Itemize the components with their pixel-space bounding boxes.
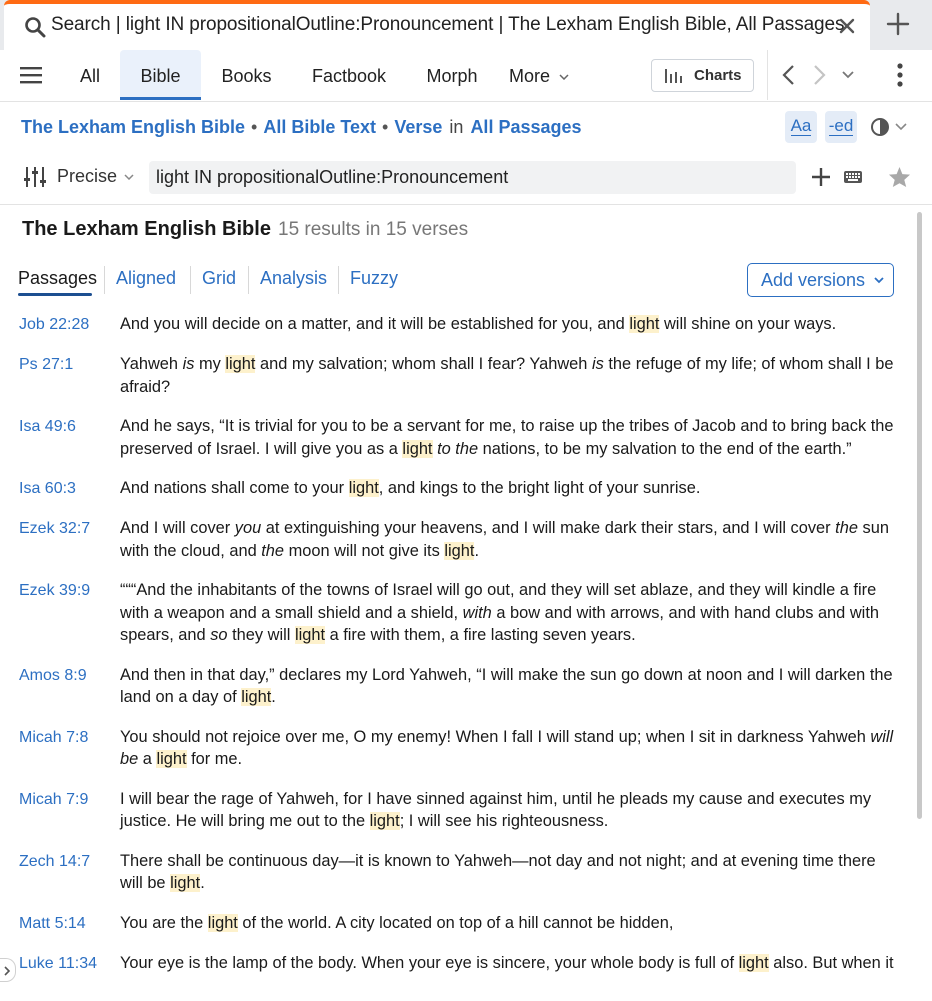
toolbar-divider <box>767 50 768 100</box>
tab-bible[interactable]: Bible <box>120 50 201 100</box>
chevron-down-icon <box>124 174 134 180</box>
verse-row <box>0 788 912 850</box>
view-tab-passages[interactable]: Passages <box>18 268 98 288</box>
breadcrumb-range[interactable]: All Passages <box>470 117 582 137</box>
breadcrumb-resource[interactable]: The Lexham English Bible <box>21 117 246 137</box>
sliders-icon <box>24 167 46 187</box>
hamburger-menu-icon[interactable] <box>20 65 42 85</box>
verse-reference-link[interactable]: Isa 60:3 <box>19 480 76 497</box>
search-toolbar <box>0 50 932 102</box>
verse-row <box>0 579 912 664</box>
view-tab-separator <box>104 266 105 294</box>
verse-row <box>0 477 912 517</box>
verse-reference-link[interactable]: Zech 14:7 <box>19 852 91 870</box>
font-size-label: Aa <box>790 116 812 135</box>
bar-chart-icon <box>665 69 683 83</box>
breadcrumb-unit[interactable]: Verse <box>394 117 443 137</box>
supplied-word: you <box>234 519 262 537</box>
verse-row <box>0 912 912 952</box>
verse-reference-link[interactable]: Ezek 39:9 <box>19 582 91 599</box>
tab-title: Search | light IN propositionalOutline:Pronouncement | The Lexham English Bible, All Passages <box>51 14 845 35</box>
breadcrumb-separator: • <box>382 117 389 137</box>
more-label: More <box>508 66 550 86</box>
supplied-word: the <box>261 541 285 560</box>
verse-reference-link[interactable]: Job 22:28 <box>19 316 90 333</box>
search-mode-label: Precise <box>57 166 118 186</box>
tab-morph[interactable]: Morph <box>426 66 478 86</box>
charts-label: Charts <box>694 67 742 84</box>
history-chevron-icon[interactable] <box>841 70 855 80</box>
search-hit-highlight[interactable]: light <box>402 439 433 458</box>
view-tab-separator <box>248 266 249 294</box>
verse-row <box>0 313 912 353</box>
supplied-word: is <box>591 355 604 373</box>
active-view-underline <box>18 293 92 296</box>
forward-arrow-icon[interactable] <box>811 64 827 86</box>
verse-row <box>0 353 912 415</box>
results-count: 15 results in 15 verses <box>278 219 469 240</box>
verse-reference-link[interactable]: Ezek 32:7 <box>19 520 91 537</box>
verse-text: You are the light of the world. A city located on top of a hill cannot be hidden, <box>120 913 674 932</box>
view-tab-analysis[interactable]: Analysis <box>260 268 328 288</box>
results-list <box>0 313 912 1001</box>
view-tab-aligned[interactable]: Aligned <box>116 268 177 288</box>
verse-reference-link[interactable]: Micah 7:8 <box>19 728 89 746</box>
verse-reference-link[interactable]: Micah 7:9 <box>19 790 89 808</box>
verse-text: And then in that day,” declares my Lord Yahweh, “I will make the sun go down at noon and I will darken the land on a day of light. <box>120 665 893 706</box>
active-tab[interactable] <box>4 0 870 50</box>
supplied-word: with <box>462 603 492 622</box>
verse-text: Your eye is the lamp of the body. When your eye is sincere, your whole body is full of light also. But when it <box>120 953 894 972</box>
add-versions-label: Add versions <box>761 270 866 290</box>
inflection-button[interactable] <box>825 111 857 143</box>
charts-button[interactable] <box>651 59 754 92</box>
tab-all[interactable]: All <box>79 66 100 86</box>
results-title: The Lexham English Bible <box>22 218 271 240</box>
tab-bar <box>0 0 932 50</box>
verse-text: There shall be continuous day—it is known to Yahweh—not day and not night; and at evening time there will be light. <box>120 851 876 892</box>
search-hit-highlight[interactable]: light <box>225 355 256 373</box>
more-options-icon[interactable] <box>895 62 905 88</box>
new-tab-plus-icon[interactable] <box>884 10 912 38</box>
verse-row <box>0 952 912 992</box>
search-icon <box>24 16 46 38</box>
supplied-word: the <box>835 519 858 537</box>
header-divider <box>0 204 932 205</box>
view-tab-separator <box>190 266 191 294</box>
visual-filter-icon[interactable] <box>868 115 912 141</box>
verse-reference-link[interactable]: Amos 8:9 <box>19 666 87 684</box>
keyboard-icon[interactable] <box>844 170 862 184</box>
verse-reference-link[interactable]: Isa 49:6 <box>19 418 76 435</box>
search-hit-highlight[interactable]: light <box>738 953 769 972</box>
verse-row <box>0 517 912 579</box>
verse-text: And I will cover you at extinguishing your heavens, and I will make dark their stars, and I will cover the sun with the cloud, and the moon will not give its light. <box>120 519 889 560</box>
verse-text: And you will decide on a matter, and it will be established for you, and light will shine on your ways. <box>120 315 837 333</box>
search-hit-highlight[interactable]: light <box>444 541 475 560</box>
close-icon[interactable] <box>836 15 858 37</box>
search-input[interactable] <box>149 161 796 194</box>
chevron-right-icon <box>3 966 11 976</box>
breadcrumb <box>21 117 582 138</box>
tab-books[interactable]: Books <box>221 66 272 86</box>
verse-text: You should not rejoice over me, O my enemy! When I fall I will stand up; when I sit in darkness Yahweh will be a light for me. <box>120 727 894 768</box>
verse-text: I will bear the rage of Yahweh, for I have sinned against him, until he pleads my cause and executes my justice. He will bring me out to the light; I will see his righteousness. <box>120 789 872 830</box>
supplied-word: so <box>210 626 228 644</box>
add-versions-button[interactable] <box>747 263 894 297</box>
star-icon[interactable] <box>888 166 911 188</box>
search-hit-highlight[interactable]: light <box>156 750 187 768</box>
verse-text: Yahweh is my light and my salvation; whom shall I fear? Yahweh is the refuge of my life; of whom shall I be afraid? <box>120 355 894 396</box>
add-term-plus-icon[interactable] <box>811 167 831 187</box>
verse-row <box>0 850 912 912</box>
verse-reference-link[interactable]: Ps 27:1 <box>19 356 74 373</box>
inflection-label: -ed <box>828 116 854 135</box>
search-hit-highlight[interactable]: light <box>629 315 660 333</box>
supplied-word: will be <box>120 727 894 768</box>
search-hit-highlight[interactable]: light <box>348 479 379 497</box>
breadcrumb-separator: • <box>251 117 258 137</box>
search-hit-highlight[interactable]: light <box>207 913 238 932</box>
back-arrow-icon[interactable] <box>781 64 797 86</box>
supplied-word: to the <box>437 439 479 458</box>
side-panel-toggle[interactable] <box>0 958 16 982</box>
verse-reference-link[interactable]: Matt 5:14 <box>19 914 86 932</box>
verse-row <box>0 415 912 477</box>
scrollbar-thumb[interactable] <box>917 212 922 819</box>
tab-factbook[interactable]: Factbook <box>311 66 387 86</box>
search-hit-highlight[interactable]: light <box>294 626 326 644</box>
search-hit-highlight[interactable]: light <box>369 812 400 830</box>
breadcrumb-in: in <box>449 117 464 137</box>
breadcrumb-text-scope[interactable]: All Bible Text <box>263 117 377 137</box>
verse-text: “““And the inhabitants of the towns of Israel will go out, and they will set ablaze, and they will kindle a fire with a weapon and a small shield and a shield, with a bow and with arrows, and with hand clubs and with spears, and so they will light a fire with them, a fire lasting seven years. <box>120 581 879 644</box>
search-hit-highlight[interactable]: light <box>170 874 201 892</box>
chevron-down-icon <box>874 277 884 284</box>
search-hit-highlight[interactable]: light <box>241 688 272 706</box>
view-tab-separator <box>338 266 339 294</box>
verse-row <box>0 664 912 726</box>
tab-more[interactable] <box>503 50 575 100</box>
chevron-down-icon <box>559 74 569 80</box>
supplied-word: is <box>182 355 195 373</box>
view-tab-grid[interactable]: Grid <box>202 268 237 288</box>
verse-row <box>0 726 912 788</box>
verse-text: And nations shall come to your light, and kings to the bright light of your sunrise. <box>120 479 701 497</box>
verse-reference-link[interactable]: Luke 11:34 <box>19 954 97 972</box>
font-size-button[interactable] <box>785 111 817 143</box>
view-tab-fuzzy[interactable]: Fuzzy <box>350 268 399 288</box>
verse-text: And he says, “It is trivial for you to be a servant for me, to raise up the tribes of Jacob and to bring back the preserved of Israel. I will give you as a light to the nations, to be my salvation to the end of the earth.” <box>120 417 894 458</box>
